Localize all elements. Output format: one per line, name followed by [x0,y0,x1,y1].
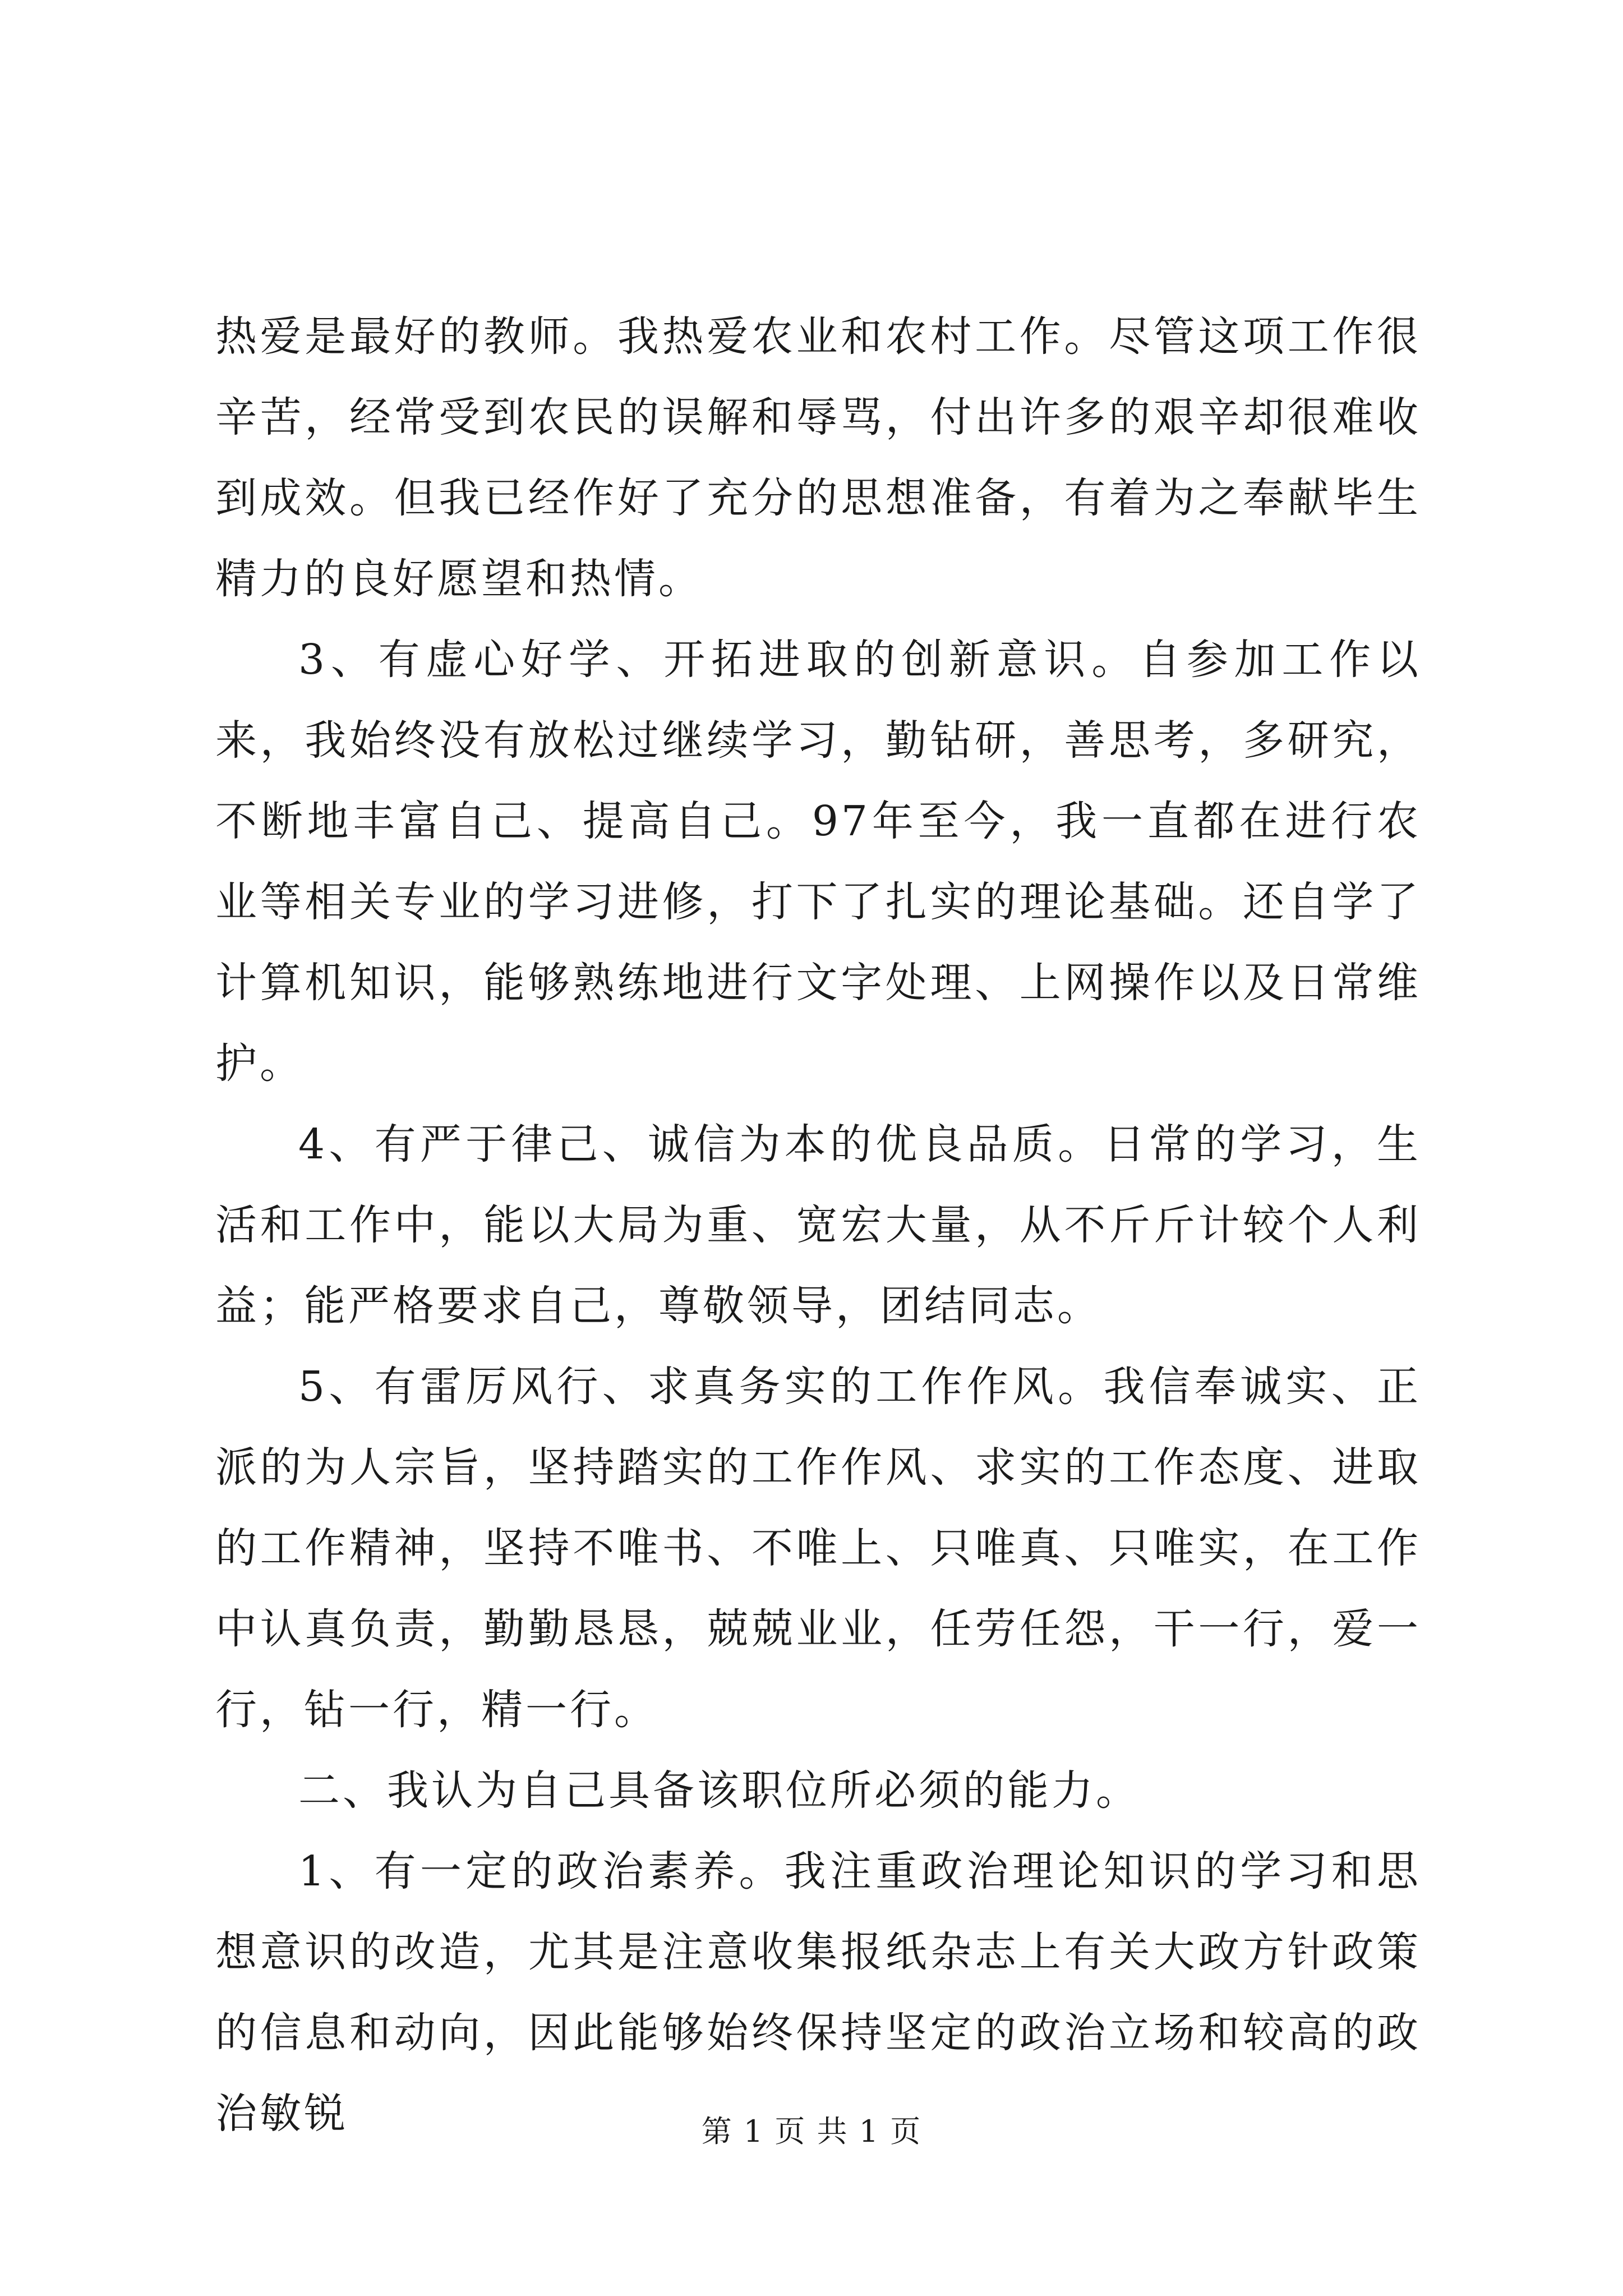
paragraph-item-5: 5、有雷厉风行、求真务实的工作作风。我信奉诚实、正派的为人宗旨，坚持踏实的工作作风、求实的工作态度、进取的工作精神，坚持不唯书、不唯上、只唯真、只唯实，在工作中认真负责，勤勤恳恳，兢兢业业，任劳任怨，干一行，爱一行，钻一行，精一行。 [215,1363,1421,1734]
paragraph-continued: 热爱是最好的教师。我热爱农业和农村工作。尽管这项工作很辛苦，经常受到农民的误解和辱骂，付出许多的艰辛却很难收到成效。但我已经作好了充分的思想准备，有着为之奉献毕生精力的良好愿望和热情。 [215,312,1421,603]
document-body [215,296,1421,2154]
page-number-footer: 第 1 页 共 1 页 [701,2114,922,2149]
paragraph-item-3: 3、有虚心好学、开拓进取的创新意识。自参加工作以来，我始终没有放松过继续学习，勤钻研，善思考，多研究，不断地丰富自己、提高自己。97年至今，我一直都在进行农业等相关专业的学习进修，打下了扎实的理论基础。还自学了计算机知识，能够熟练地进行文字处理、上网操作以及日常维护。 [215,636,1421,1088]
section-heading-2: 二、我认为自己具备该职位所必须的能力。 [298,1766,1140,1815]
paragraph-item-4: 4、有严于律己、诚信为本的优良品质。日常的学习，生活和工作中，能以大局为重、宽宏大量，从不斤斤计较个人利益；能严格要求自己，尊敬领导，团结同志。 [215,1120,1421,1330]
paragraph-item-1: 1、有一定的政治素养。我注重政治理论知识的学习和思想意识的改造，尤其是注意收集报纸杂志上有关大政方针政策的信息和动向，因此能够始终保持坚定的政治立场和较高的政治敏锐 [215,1847,1421,2138]
